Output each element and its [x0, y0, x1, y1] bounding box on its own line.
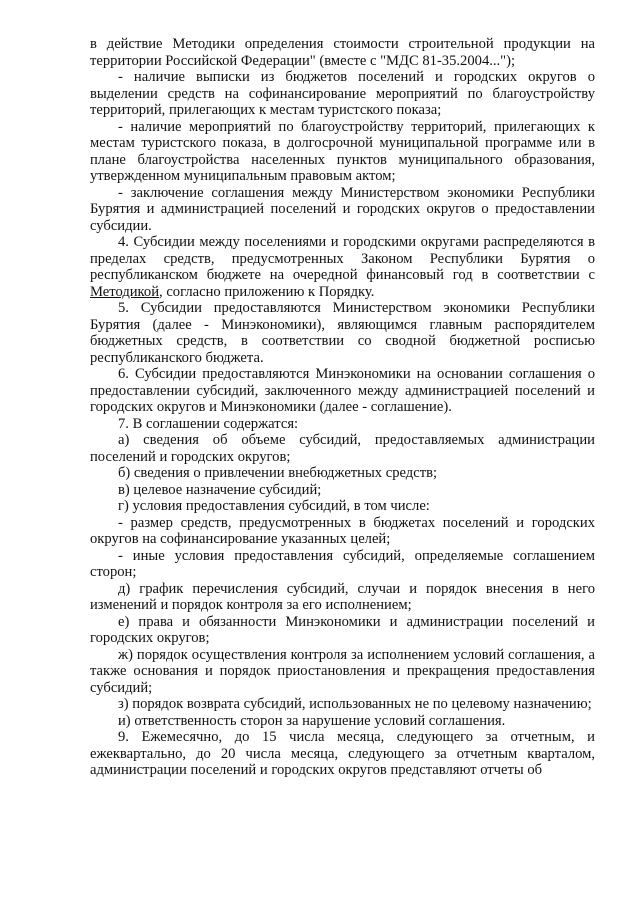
- paragraph-7i: и) ответственность сторон за нарушение условий соглашения.: [118, 712, 506, 729]
- paragraph-bullet-program: - наличие мероприятий по благоустройству территорий, прилегающих к местам туристского показа, в долгосрочной муниципальной программе или в плане благоустройства населенных пунктов муниципального образования, утвержденном муниципальным правовым актом;: [90, 118, 595, 184]
- document-page: [90, 36, 595, 779]
- paragraph-continuation: в действие Методики определения стоимости строительной продукции на территории Российской Федерации" (вместе с "МДС 81-35.2004...");: [90, 36, 595, 69]
- paragraph-4-text-before: 4. Субсидии между поселениями и городскими округами распределяются в пределах средств, предусмотренных Законом Республики Бурятия о республиканском бюджете на очередной финансовый год в соответствии с: [90, 234, 595, 283]
- paragraph-7g-bullet-1: - размер средств, предусмотренных в бюджетах поселений и городских округов на софинансирование указанных целей;: [90, 514, 595, 547]
- paragraph-7: 7. В соглашении содержатся:: [118, 415, 299, 432]
- paragraph-7e: е) права и обязанности Минэкономики и администрации поселений и городских округов;: [90, 613, 595, 646]
- paragraph-7a: а) сведения об объеме субсидий, предоставляемых администрации поселений и городских округов;: [90, 432, 595, 465]
- paragraph-7d: д) график перечисления субсидий, случаи и порядок внесения в него изменений и порядок контроля за его исполнением;: [90, 580, 595, 613]
- paragraph-9: 9. Ежемесячно, до 15 числа месяца, следующего за отчетным, и ежеквартально, до 20 числа месяца, следующего за отчетным кварталом, администрации поселений и городских округов представляют отчеты об: [90, 729, 595, 778]
- methodology-link[interactable]: Методикой: [90, 283, 160, 300]
- paragraph-bullet-extract: - наличие выписки из бюджетов поселений и городских округов о выделении средств на софинансирование мероприятий по благоустройству территорий, прилегающих к местам туристского показа;: [90, 69, 595, 118]
- paragraph-5: 5. Субсидии предоставляются Министерством экономики Республики Бурятия (далее - Минэкономики), являющимся главным распорядителем бюджетных средств, в соответствии со сводной бюджетной росписью республиканского бюджета.: [90, 300, 595, 366]
- paragraph-7g: г) условия предоставления субсидий, в том числе:: [118, 498, 430, 514]
- paragraph-7g-bullet-2: - иные условия предоставления субсидий, определяемые соглашением сторон;: [90, 547, 595, 580]
- paragraph-4-text-after: , согласно приложению к Порядку.: [159, 283, 375, 300]
- paragraph-7z: з) порядок возврата субсидий, использованных не по целевому назначению;: [118, 696, 592, 712]
- paragraph-7v: в) целевое назначение субсидий;: [118, 481, 322, 498]
- paragraph-4: [90, 234, 595, 300]
- paragraph-6: 6. Субсидии предоставляются Минэкономики на основании соглашения о предоставлении субсидий, заключенного между администрацией поселений и городских округов и Минэкономики (далее - соглашение).: [90, 366, 595, 415]
- paragraph-bullet-agreement: - заключение соглашения между Министерством экономики Республики Бурятия и администрацией поселений и городских округов о предоставлении субсидии.: [90, 184, 595, 234]
- paragraph-7zh: ж) порядок осуществления контроля за исполнением условий соглашения, а также основания и порядок приостановления и прекращения предоставления субсидий;: [90, 646, 595, 696]
- paragraph-7b: б) сведения о привлечении внебюджетных средств;: [118, 465, 438, 481]
